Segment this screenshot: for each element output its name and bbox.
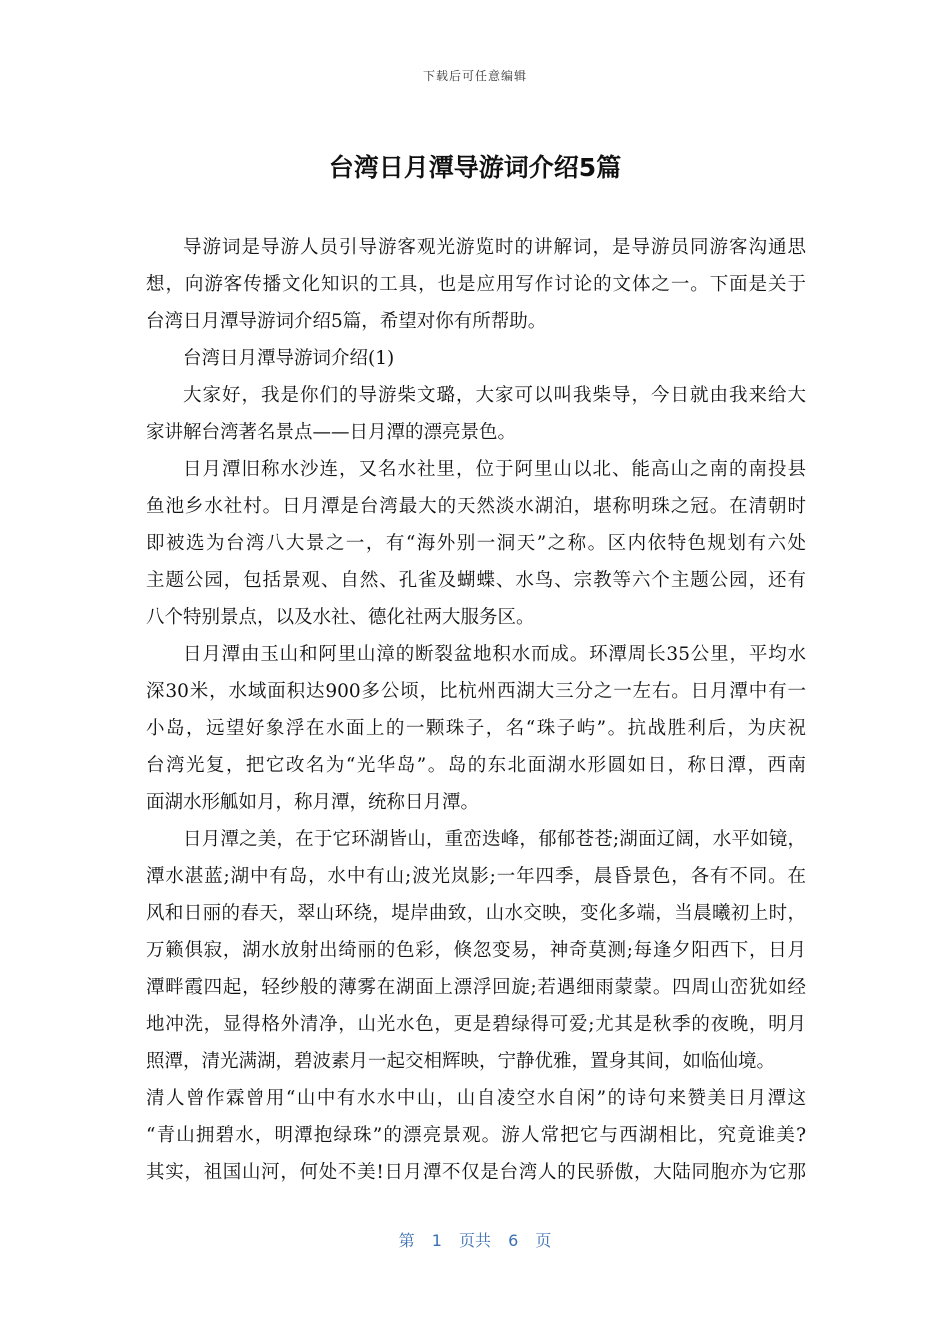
paragraph-line: 风和日丽的春天，翠山环绕，堤岸曲致，山水交映，变化多端，当晨曦初上时， xyxy=(146,903,806,924)
section-heading: 台湾日月潭导游词介绍(1) xyxy=(183,348,395,369)
paragraph-line: 大家好，我是你们的导游柴文璐，大家可以叫我柴导，今日就由我来给大 xyxy=(183,385,806,406)
paragraph-line: 日月潭旧称水沙连，又名水社里，位于阿里山以北、能高山之南的南投县 xyxy=(183,459,806,480)
paragraph-line: 台湾日月潭导游词介绍5篇，希望对你有所帮助。 xyxy=(146,311,547,332)
paragraph-line: 潭畔霞四起，轻纱般的薄雾在湖面上漂浮回旋;若遇细雨蒙蒙。四周山峦犹如经 xyxy=(146,977,806,998)
paragraph-line: “青山拥碧水，明潭抱绿珠”的漂亮景观。游人常把它与西湖相比，究竟谁美? xyxy=(146,1125,806,1146)
document-title: 台湾日月潭导游词介绍5篇 xyxy=(328,153,622,182)
paragraph-line: 深30米，水域面积达900多公顷，比杭州西湖大三分之一左右。日月潭中有一 xyxy=(146,681,806,702)
paragraph-line: 即被选为台湾八大景之一，有“海外别一洞天”之称。区内依特色规划有六处 xyxy=(146,533,806,554)
paragraph-line: 想，向游客传播文化知识的工具，也是应用写作讨论的文体之一。下面是关于 xyxy=(146,274,806,295)
paragraph-line: 家讲解台湾著名景点——日月潭的漂亮景色。 xyxy=(146,422,517,443)
document-body xyxy=(146,229,806,1191)
paragraph-line: 清人曾作霖曾用“山中有水水中山，山自凌空水自闲”的诗句来赞美日月潭这 xyxy=(146,1088,806,1109)
paragraph-line: 照潭，清光满湖，碧波素月一起交相辉映，宁静优雅，置身其间，如临仙境。 xyxy=(146,1051,776,1072)
paragraph-line: 面湖水形觚如月，称月潭，统称日月潭。 xyxy=(146,792,480,813)
paragraph-line: 导游词是导游人员引导游客观光游览时的讲解词，是导游员同游客沟通思 xyxy=(183,237,806,258)
paragraph-line: 日月潭由玉山和阿里山漳的断裂盆地积水而成。环潭周长35公里，平均水 xyxy=(183,644,806,665)
paragraph-line: 主题公园，包括景观、自然、孔雀及蝴蝶、水鸟、宗教等六个主题公园，还有 xyxy=(146,570,806,591)
paragraph-line: 小岛，远望好象浮在水面上的一颗珠子，名“珠子屿”。抗战胜利后，为庆祝 xyxy=(146,718,806,739)
paragraph-line: 鱼池乡水社村。日月潭是台湾最大的天然淡水湖泊，堪称明珠之冠。在清朝时 xyxy=(146,496,806,517)
paragraph-line: 其实，祖国山河，何处不美!日月潭不仅是台湾人的民骄傲，大陆同胞亦为它那 xyxy=(146,1162,806,1183)
paragraph-line: 万籁俱寂，湖水放射出绮丽的色彩，倏忽变易，神奇莫测;每逢夕阳西下，日月 xyxy=(146,940,806,961)
paragraph-line: 日月潭之美，在于它环湖皆山，重峦迭峰，郁郁苍苍;湖面辽阔，水平如镜， xyxy=(183,829,806,850)
header-note: 下载后可任意编辑 xyxy=(422,69,527,83)
page-number-footer: 第 1 页共 6 页 xyxy=(398,1231,552,1250)
paragraph-line: 潭水湛蓝;湖中有岛，水中有山;波光岚影;一年四季，晨昏景色，各有不同。在 xyxy=(146,866,806,887)
paragraph-line: 台湾光复，把它改名为“光华岛”。岛的东北面湖水形圆如日，称日潭，西南 xyxy=(146,755,806,776)
paragraph-line: 地冲洗，显得格外清净，山光水色，更是碧绿得可爱;尤其是秋季的夜晚，明月 xyxy=(146,1014,806,1035)
paragraph-line: 八个特别景点，以及水社、德化社两大服务区。 xyxy=(146,607,535,628)
